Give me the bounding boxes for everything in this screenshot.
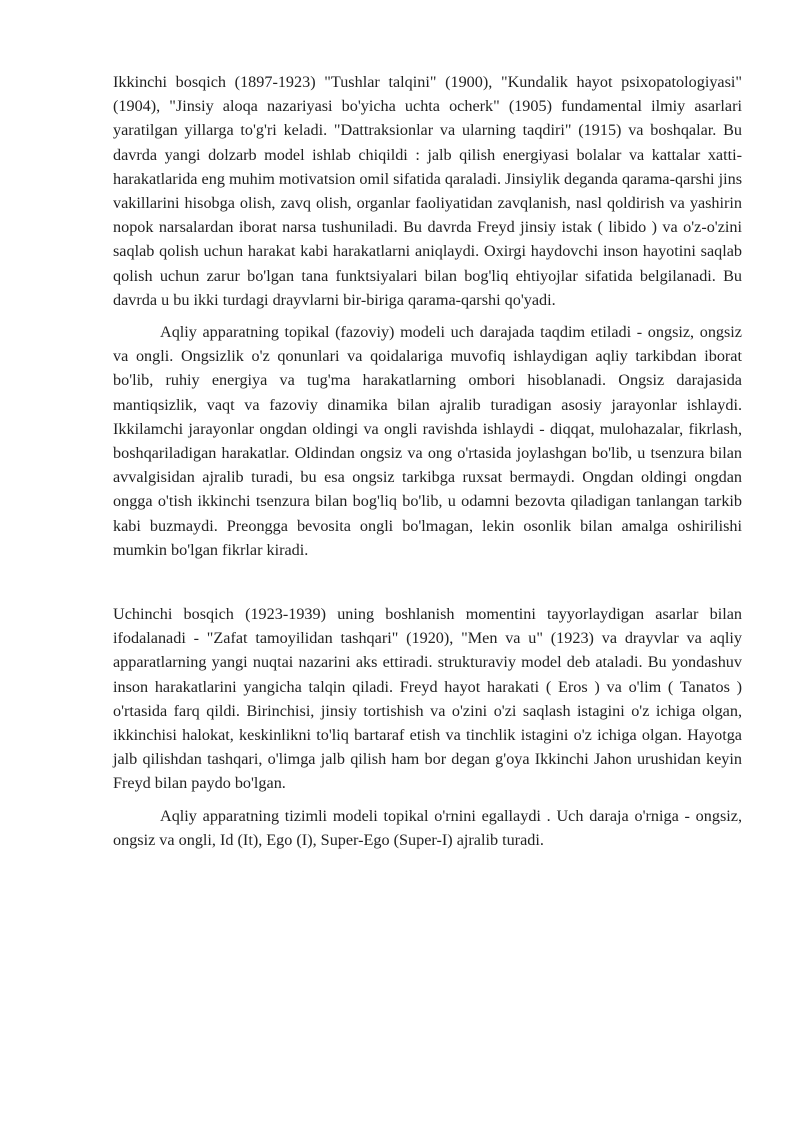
paragraph-topical-model: Aqliy apparatning topikal (fazoviy) modeli uch darajada taqdim etiladi - ongsiz, ongsiz va ongli. Ongsizlik o'z qonunlari va qoidalariga muvofiq ishlaydigan aqliy tarkibdan iborat bo'lib, ruhiy energiya va tug'ma harakatlarning ombori hisoblanadi. Ongsiz darajasida mantiqsizlik, vaqt va fazoviy dinamika bilan ajralib turadigan asosiy jarayonlar ishlaydi. Ikkilamchi jarayonlar ongdan oldingi va ongli ravishda ishlaydi - diqqat, mulohazalar, fikrlash, boshqariladigan harakatlar. Oldindan ongsiz va ong o'rtasida joylashgan bo'lib, u tsenzura bilan avvalgisidan ajralib turadi, bu esa ongsiz tarkibga ruxsat bermaydi. Ongdan oldingi ongdan ongga o'tish ikkinchi tsenzura bilan bog'liq bo'lib, u odamni bezovta qiladigan tanlangan tarkib kabi buzmaydi. Preongga bevosita ongli bo'lmagan, lekin osonlik bilan amalga oshirilishi mumkin bo'lgan fikrlar kiradi.	[113, 323, 742, 559]
paragraph-spacer	[113, 570, 742, 602]
paragraph-second-stage: Ikkinchi bosqich (1897-1923) "Tushlar talqini" (1900), "Kundalik hayot psixopatologiyasi" (1904), "Jinsiy aloqa nazariyasi bo'yicha uchta ocherk" (1905) fundamental ilmiy asarlari yaratilgan yillarga to'g'ri keladi. "Dattraksionlar va ularning taqdiri" (1915) va boshqalar. Bu davrda yangi dolzarb model ishlab chiqildi : jalb qilish energiyasi bolalar va kattalar xatti-harakatlarida eng muhim motivatsion omil sifatida qaraladi. Jinsiylik deganda qarama-qarshi jins vakillarini hisobga olish, zavq olish, organlar faoliyatidan zavqlanish, nasl qoldirish va yashirin nopok narsalardan iborat narsa tushuniladi. Bu davrda Freyd jinsiy istak ( libido ) va o'z-o'zini saqlab qolish uchun harakat kabi harakatlarni aniqlaydi. Oxirgi haydovchi inson hayotini saqlab qolish uchun zarur bo'lgan tana funktsiyalari bilan bog'liq ehtiyojlar sifatida belgilanadi. Bu davrda u bu ikki turdagi drayvlarni bir-biriga qarama-qarshi qo'yadi.	[113, 73, 742, 309]
paragraph-structural-model: Aqliy apparatning tizimli modeli topikal o'rnini egallaydi . Uch daraja o'rniga - ongsiz, ongsiz va ongli, Id (It), Ego (I), Super-Ego (Super-I) ajralib turadi.	[113, 806, 742, 849]
paragraph-third-stage: Uchinchi bosqich (1923-1939) uning boshlanish momentini tayyorlaydigan asarlar bilan ifodalanadi - "Zafat tamoyilidan tashqari" (1920), "Men va u" (1923) va drayvlar va aqliy apparatlarning yangi nuqtai nazarini aks ettiradi. strukturaviy model deb ataladi. Bu yondashuv inson harakatlarini yangicha talqin qiladi. Freyd hayot harakati ( Eros ) va o'lim ( Tanatos ) o'rtasida farq qildi. Birinchisi, jinsiy tortishish va o'zini o'zi saqlash istagini o'z ichiga olgan, ikkinchisi halokat, keskinlikni to'liq bartaraf etish va tinchlik istagini o'z ichiga olgan. Hayotga jalb qilishdan tashqari, o'limga jalb qilish ham bor degan g'oya Ikkinchi Jahon urushidan keyin Freyd bilan paydo bo'lgan.	[113, 605, 742, 793]
document-page	[113, 70, 742, 860]
